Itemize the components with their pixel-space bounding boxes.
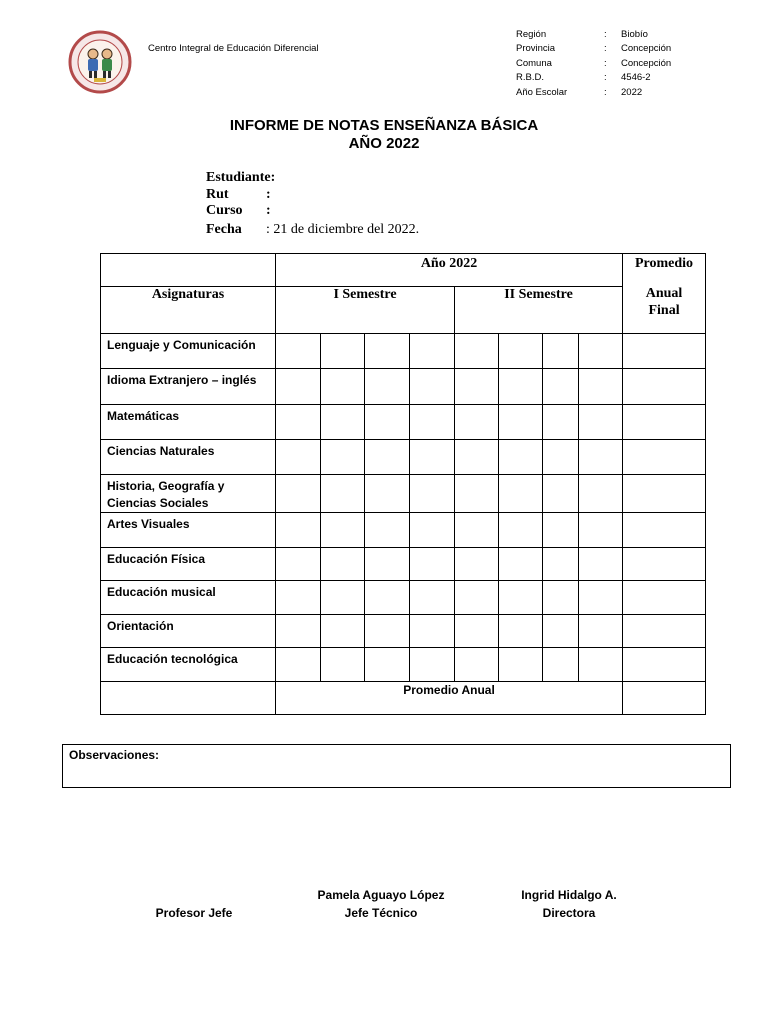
grade-cell[interactable]: [543, 548, 579, 581]
grade-cell[interactable]: [321, 648, 365, 682]
subject-name: Lenguaje y Comunicación: [101, 334, 276, 369]
grade-cell[interactable]: [276, 615, 321, 648]
grade-cell[interactable]: [276, 581, 321, 615]
grade-cell[interactable]: [543, 475, 579, 513]
empty-header-cell: [101, 254, 276, 287]
grade-cell[interactable]: [365, 405, 410, 440]
grade-cell[interactable]: [579, 581, 623, 615]
subject-name: Matemáticas: [101, 405, 276, 440]
final-average-cell[interactable]: [623, 581, 706, 615]
grade-cell[interactable]: [543, 581, 579, 615]
semester-2-header: II Semestre: [455, 287, 623, 334]
semester-1-header: I Semestre: [276, 287, 455, 334]
grades-table: [100, 253, 706, 715]
student-row-curso: [206, 203, 419, 220]
jefe-tecnico-role: Jefe Técnico: [344, 906, 418, 920]
table-row: [101, 369, 706, 405]
final-average-cell[interactable]: [623, 405, 706, 440]
grade-cell[interactable]: [321, 513, 365, 548]
profesor-jefe-role: Profesor Jefe: [155, 906, 233, 920]
final-average-cell[interactable]: [623, 440, 706, 475]
student-info: [206, 170, 419, 238]
fecha-value: : 21 de diciembre del 2022.: [266, 221, 420, 237]
grade-cell[interactable]: [499, 648, 543, 682]
grade-cell[interactable]: [579, 548, 623, 581]
grade-cell[interactable]: [499, 334, 543, 369]
promedio-anual-row: [101, 682, 706, 715]
year-header: Año 2022: [276, 254, 623, 287]
info-label: Provincia: [516, 43, 556, 55]
grade-cell[interactable]: [365, 615, 410, 648]
info-label: Región: [516, 29, 547, 40]
student-row-estudiante: [206, 170, 419, 187]
grade-cell[interactable]: [579, 615, 623, 648]
grade-cell[interactable]: [321, 581, 365, 615]
info-label: R.B.D.: [516, 72, 544, 84]
subject-name: Educación musical: [101, 581, 276, 615]
grade-cell[interactable]: [543, 615, 579, 648]
info-colon: :: [604, 72, 607, 84]
grade-cell[interactable]: [455, 615, 499, 648]
grade-cell[interactable]: [455, 369, 499, 405]
grade-cell[interactable]: [365, 513, 410, 548]
report-title: INFORME DE NOTAS ENSEÑANZA BÁSICA: [229, 117, 539, 134]
info-row-rbd: [516, 71, 671, 85]
rut-label: Rut: [206, 186, 229, 202]
grade-cell[interactable]: [365, 334, 410, 369]
directora-role: Directora: [542, 906, 596, 920]
info-label: Año Escolar: [516, 86, 568, 98]
subject-name: Historia, Geografía y Ciencias Sociales: [101, 475, 276, 513]
table-row: [101, 475, 706, 513]
table-row: [101, 513, 706, 548]
grade-cell[interactable]: [321, 334, 365, 369]
grade-cell[interactable]: [410, 615, 455, 648]
student-row-fecha: [206, 222, 419, 239]
grade-cell[interactable]: [276, 369, 321, 405]
info-colon: :: [604, 43, 607, 55]
promedio-header: [623, 254, 706, 334]
grade-cell[interactable]: [579, 648, 623, 682]
curso-label: Curso: [206, 203, 243, 218]
grade-cell[interactable]: [455, 334, 499, 369]
student-row-rut: [206, 187, 419, 204]
school-logo: [68, 28, 132, 96]
grade-cell[interactable]: [321, 440, 365, 475]
grade-cell[interactable]: [455, 440, 499, 475]
table-row: [101, 440, 706, 475]
table-row: [101, 581, 706, 615]
grade-cell[interactable]: [410, 369, 455, 405]
grade-cell[interactable]: [455, 475, 499, 513]
grade-cell[interactable]: [410, 334, 455, 369]
estudiante-label: Estudiante:: [206, 170, 276, 185]
grade-cell[interactable]: [579, 440, 623, 475]
grade-cell[interactable]: [276, 440, 321, 475]
grade-cell[interactable]: [579, 513, 623, 548]
final-average-cell[interactable]: [623, 648, 706, 682]
school-name: Centro Integral de Educación Diferencial: [148, 43, 319, 54]
info-value: Concepción: [621, 43, 672, 55]
grade-cell[interactable]: [410, 405, 455, 440]
info-row-region: [516, 28, 671, 42]
grade-cell[interactable]: [321, 548, 365, 581]
info-value: 4546-2: [621, 72, 651, 84]
grade-cell[interactable]: [410, 581, 455, 615]
info-colon: :: [604, 29, 607, 40]
grade-cell[interactable]: [410, 548, 455, 581]
subject-name: Idioma Extranjero – inglés: [101, 369, 276, 405]
info-label: Comuna: [516, 57, 552, 69]
promedio-anual-value-cell[interactable]: [623, 682, 706, 715]
grade-cell[interactable]: [499, 369, 543, 405]
grade-cell[interactable]: [410, 475, 455, 513]
grade-cell[interactable]: [410, 648, 455, 682]
grade-cell[interactable]: [579, 369, 623, 405]
info-row-comuna: [516, 57, 671, 71]
grade-cell[interactable]: [579, 405, 623, 440]
school-info: [516, 28, 671, 100]
grade-cell[interactable]: [499, 475, 543, 513]
table-row: [101, 334, 706, 369]
jefe-tecnico-name: Pamela Aguayo López: [317, 888, 445, 902]
grade-cell[interactable]: [455, 513, 499, 548]
grade-cell[interactable]: [499, 440, 543, 475]
fecha-label: Fecha: [206, 221, 242, 237]
grade-cell[interactable]: [321, 405, 365, 440]
grade-cell[interactable]: [455, 581, 499, 615]
grade-cell[interactable]: [365, 440, 410, 475]
info-value: Concepción: [621, 57, 672, 69]
info-value: Biobío: [621, 29, 648, 40]
grade-cell[interactable]: [543, 369, 579, 405]
grade-cell[interactable]: [543, 648, 579, 682]
final-average-cell[interactable]: [623, 615, 706, 648]
grade-cell[interactable]: [499, 513, 543, 548]
grade-cell[interactable]: [276, 334, 321, 369]
grade-cell[interactable]: [543, 334, 579, 369]
rut-colon: :: [266, 186, 271, 202]
grade-cell[interactable]: [365, 475, 410, 513]
table-header-row-1: [101, 254, 706, 287]
info-colon: :: [604, 86, 607, 98]
grade-cell[interactable]: [365, 581, 410, 615]
info-colon: :: [604, 57, 607, 69]
grade-cell[interactable]: [455, 548, 499, 581]
grade-cell[interactable]: [410, 513, 455, 548]
observaciones-label: Observaciones:: [69, 748, 160, 762]
table-row: [101, 648, 706, 682]
grade-cell[interactable]: [365, 369, 410, 405]
grade-cell[interactable]: [499, 615, 543, 648]
grade-cell[interactable]: [276, 405, 321, 440]
final-average-cell[interactable]: [623, 369, 706, 405]
table-header-row-2: [101, 287, 706, 334]
grade-cell[interactable]: [543, 513, 579, 548]
grade-cell[interactable]: [276, 513, 321, 548]
grade-cell[interactable]: [321, 475, 365, 513]
grade-cell[interactable]: [579, 334, 623, 369]
subject-name: Educación tecnológica: [101, 648, 276, 682]
grade-cell[interactable]: [543, 405, 579, 440]
promedio-anual-label: Promedio Anual: [276, 682, 623, 715]
asignaturas-header: Asignaturas: [101, 287, 276, 334]
grade-cell[interactable]: [276, 648, 321, 682]
grade-cell[interactable]: [276, 475, 321, 513]
grade-cell[interactable]: [499, 548, 543, 581]
grade-cell[interactable]: [455, 648, 499, 682]
info-row-provincia: [516, 42, 671, 56]
promedio-header-label: Promedio: [634, 256, 694, 271]
anual-final-header-label: Anual Final: [645, 286, 683, 318]
info-row-ano-escolar: [516, 86, 671, 100]
grade-cell[interactable]: [499, 581, 543, 615]
grade-cell[interactable]: [543, 440, 579, 475]
grade-cell[interactable]: [499, 405, 543, 440]
grade-cell[interactable]: [321, 615, 365, 648]
info-value: 2022: [621, 86, 643, 98]
grade-cell[interactable]: [365, 648, 410, 682]
table-row: [101, 548, 706, 581]
final-average-cell[interactable]: [623, 475, 706, 513]
observaciones-box[interactable]: [62, 744, 731, 788]
promedio-anual-empty-cell: [101, 682, 276, 715]
directora-name: Ingrid Hidalgo A.: [521, 888, 617, 902]
grade-cell[interactable]: [276, 548, 321, 581]
final-average-cell[interactable]: [623, 513, 706, 548]
subject-name: Educación Física: [101, 548, 276, 581]
grade-cell[interactable]: [365, 548, 410, 581]
grade-cell[interactable]: [579, 475, 623, 513]
grade-cell[interactable]: [321, 369, 365, 405]
subject-name: Orientación: [101, 615, 276, 648]
table-row: [101, 405, 706, 440]
curso-colon: :: [266, 203, 271, 218]
subject-name: Artes Visuales: [101, 513, 276, 548]
grade-cell[interactable]: [410, 440, 455, 475]
final-average-cell[interactable]: [623, 334, 706, 369]
table-row: [101, 615, 706, 648]
report-year: AÑO 2022: [348, 135, 420, 152]
subject-name: Ciencias Naturales: [101, 440, 276, 475]
grade-cell[interactable]: [455, 405, 499, 440]
final-average-cell[interactable]: [623, 548, 706, 581]
